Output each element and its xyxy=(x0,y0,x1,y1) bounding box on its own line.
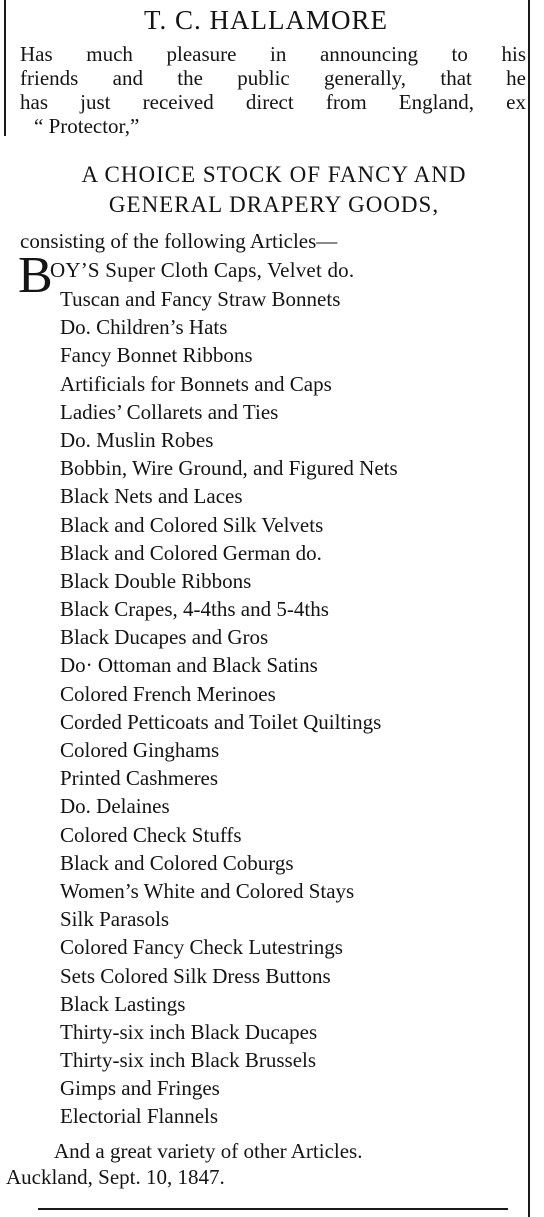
list-item: Black Double Ribbons xyxy=(60,568,252,593)
list-item: Bobbin, Wire Ground, and Figured Nets xyxy=(60,456,398,481)
list-item: Sets Colored Silk Dress Buttons xyxy=(60,963,331,988)
announcement-line: has just received direct from England, ex xyxy=(20,90,526,114)
list-item: Fancy Bonnet Ribbons xyxy=(60,343,253,368)
bottom-rule xyxy=(38,1208,508,1210)
dateline: Auckland, Sept. 10, 1847. xyxy=(6,1165,225,1189)
list-item: Do. Children’s Hats xyxy=(60,315,228,340)
list-item: Black Lastings xyxy=(60,991,186,1016)
articles-list xyxy=(60,285,398,1131)
list-item: Thirty-six inch Black Brussels xyxy=(60,1048,317,1073)
list-item: Black Ducapes and Gros xyxy=(60,625,269,650)
announcement-paragraph xyxy=(20,42,526,138)
list-item: Do. Muslin Robes xyxy=(60,427,214,452)
closing-line: And a great variety of other Articles. xyxy=(54,1139,363,1163)
list-item: Do. Delaines xyxy=(60,794,170,819)
list-item: Silk Parasols xyxy=(60,907,170,932)
list-item: Black and Colored German do. xyxy=(60,540,322,565)
list-item: Tuscan and Fancy Straw Bonnets xyxy=(60,287,341,311)
list-item: Thirty-six inch Black Ducapes xyxy=(60,1019,318,1044)
articles-intro: consisting of the following Articles— xyxy=(20,229,338,253)
drop-cap-letter: B xyxy=(18,247,53,304)
list-item: Printed Cashmeres xyxy=(60,766,219,791)
list-item: Electorial Flannels xyxy=(60,1104,219,1129)
list-item: Colored Fancy Check Lutestrings xyxy=(60,935,343,960)
list-item: Black and Colored Silk Velvets xyxy=(60,512,324,537)
list-item: Women’s White and Colored Stays xyxy=(60,878,355,903)
list-item: Gimps and Fringes xyxy=(60,1076,220,1101)
stock-heading-line: A CHOICE STOCK OF FANCY AND xyxy=(81,162,467,187)
stock-heading xyxy=(16,160,532,220)
left-column-rule xyxy=(4,0,6,136)
list-item: Corded Petticoats and Toilet Quiltings xyxy=(60,709,382,734)
list-item: Artificials for Bonnets and Caps xyxy=(60,371,332,396)
list-item: OY’S Super Cloth Caps, Velvet do. xyxy=(50,258,355,282)
list-item: Colored French Merinoes xyxy=(60,681,276,706)
list-item: Ladies’ Collarets and Ties xyxy=(60,399,279,424)
list-item: Black Crapes, 4-4ths and 5-4ths xyxy=(60,597,329,622)
announcement-line: “ Protector,” xyxy=(34,114,140,138)
list-item: Black Nets and Laces xyxy=(60,484,243,509)
list-item: Black and Colored Coburgs xyxy=(60,850,294,875)
advertiser-name: T. C. HALLAMORE xyxy=(144,5,388,35)
announcement-line: Has much pleasure in announcing to his xyxy=(20,42,526,66)
list-item: Do· Ottoman and Black Satins xyxy=(60,653,318,678)
announcement-line: friends and the public generally, that he xyxy=(20,66,526,90)
stock-heading-line: GENERAL DRAPERY GOODS, xyxy=(108,192,440,217)
list-item: Colored Ginghams xyxy=(60,738,220,762)
list-item: Colored Check Stuffs xyxy=(60,822,242,847)
